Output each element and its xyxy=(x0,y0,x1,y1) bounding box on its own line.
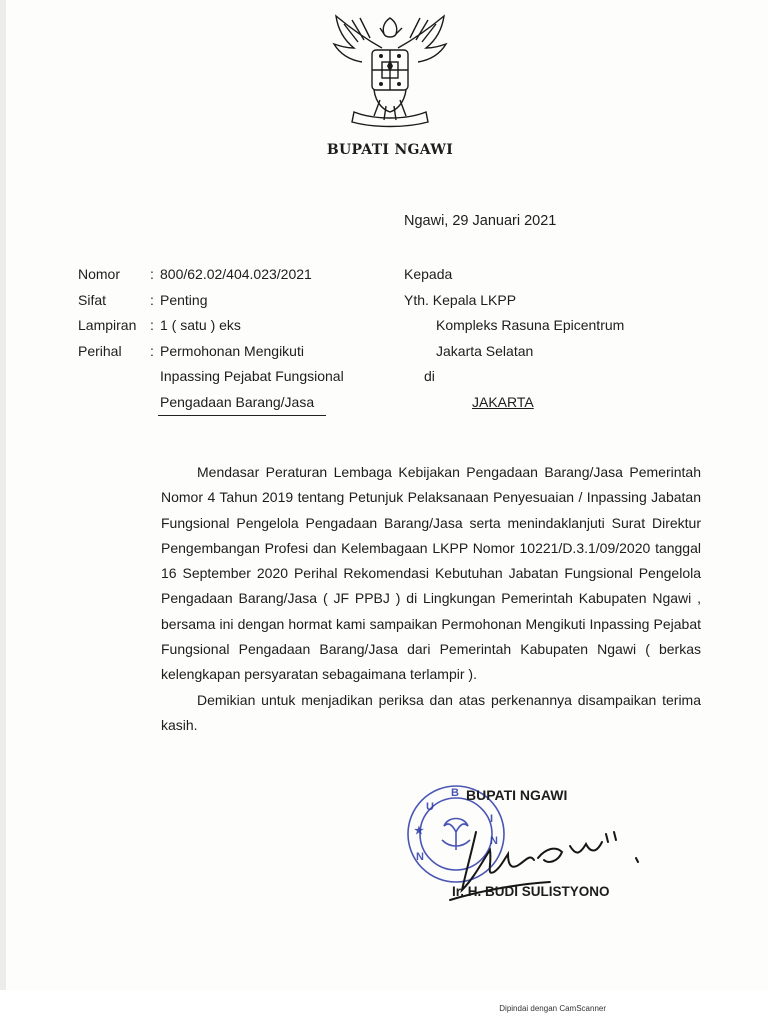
perihal-line-2: Inpassing Pejabat Fungsional xyxy=(160,368,344,384)
svg-text:B: B xyxy=(451,787,459,799)
recipient-yth: Yth. Kepala LKPP xyxy=(404,291,517,308)
signatory-title: BUPATI NGAWI xyxy=(466,787,568,803)
scanner-watermark: Dipindai dengan CamScanner xyxy=(499,1004,606,1013)
svg-text:N: N xyxy=(416,851,424,863)
nomor-label: Nomor xyxy=(78,266,121,282)
recipient-address-1: Kompleks Rasuna Epicentrum xyxy=(436,317,625,333)
recipient-di: di xyxy=(424,368,435,384)
lampiran-label: Lampiran xyxy=(78,317,137,333)
letter-metadata xyxy=(78,262,344,415)
letterhead-title: BUPATI NGAWI xyxy=(326,142,454,158)
svg-text:N: N xyxy=(490,835,498,847)
letter-body xyxy=(161,460,701,738)
svg-text:I: I xyxy=(490,813,494,825)
nomor-separator: : xyxy=(150,266,154,282)
sifat-label: Sifat xyxy=(78,291,107,308)
perihal-label: Perihal xyxy=(78,342,122,359)
perihal-line-3: Pengadaan Barang/Jasa xyxy=(160,393,315,410)
lampiran-value: 1 ( satu ) eks xyxy=(160,317,241,333)
perihal-underline xyxy=(158,415,326,416)
recipient-block xyxy=(404,262,624,415)
perihal-separator: : xyxy=(150,342,154,359)
recipient-kepada: Kepada xyxy=(404,266,453,282)
lampiran-separator: : xyxy=(150,317,154,333)
sifat-value: Penting xyxy=(160,291,208,308)
signatory-name: Ir. H. BUDI SULISTYONO xyxy=(452,884,610,899)
svg-text:U: U xyxy=(426,801,434,813)
recipient-city: JAKARTA xyxy=(472,393,534,410)
perihal-line-1: Permohonan Mengikuti xyxy=(160,342,304,359)
body-paragraph-2: Demikian untuk menjadikan periksa dan atas perkenannya disampaikan terima kasih. xyxy=(161,691,701,733)
sifat-separator: : xyxy=(150,291,154,308)
nomor-value: 800/62.02/404.023/2021 xyxy=(160,266,312,282)
recipient-address-2: Jakarta Selatan xyxy=(436,342,534,359)
letter-date: Ngawi, 29 Januari 2021 xyxy=(404,213,557,229)
body-paragraph-1: Mendasar Peraturan Lembaga Kebijakan Pengadaan Barang/Jasa Pemerintah Nomor 4 Tahun 2019 tentang Petunjuk Pelaksanaan Penyesuaian / Inpassing Jabatan Fungsional Pengelola Pengadaan Barang/Jasa serta menindaklanjuti Surat Direktur Pengembangan Profesi dan Kelembagaan LKPP Nomor 10221/D.3.1/09/2020 tanggal 16 September 2020 Perihal Rekomendasi Kebutuhan Jabatan Fungsional Pengelola Pengadaan Barang/Jasa ( JF PPBJ ) di Lingkungan Pemerintah Kabupaten Ngawi , bersama ini dengan hormat kami sampaikan Permohonan Mengikuti Inpassing Pejabat Fungsional Pengadaan Barang/Jasa dari Pemerintah Kabupaten Ngawi ( berkas kelengkapan persyaratan sebagaimana terlampir ). xyxy=(161,464,701,683)
garuda-emblem-icon xyxy=(324,8,456,136)
svg-text:★: ★ xyxy=(414,825,424,837)
